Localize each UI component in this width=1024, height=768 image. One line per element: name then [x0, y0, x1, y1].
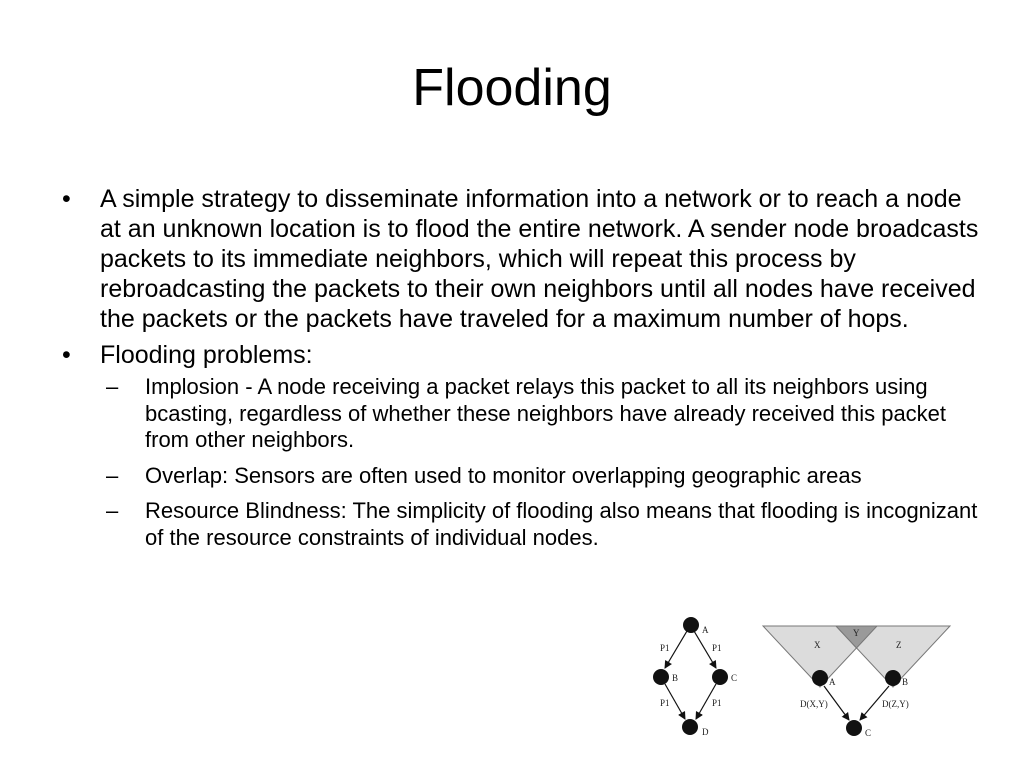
node-label-a: A — [702, 625, 709, 635]
node-c — [712, 669, 728, 685]
node-a — [683, 617, 699, 633]
sub-bullet-text: Implosion - A node receiving a packet relays this packet to all its neighbors using bcasting, regardless of whether these neighbors have already received this packet from other neighbors. — [145, 374, 947, 452]
sub-bullet-text: Overlap: Sensors are often used to monitor overlapping geographic areas — [145, 462, 862, 488]
node-label-b2: B — [902, 677, 909, 687]
region-label-z: Z — [896, 640, 902, 650]
node-b — [653, 669, 669, 685]
overlap-diagram — [763, 626, 950, 738]
bullet-text: Flooding problems: — [100, 341, 313, 369]
node-c2 — [846, 720, 862, 736]
node-label-c2: C — [865, 728, 872, 738]
region-label-y: Y — [853, 628, 860, 638]
sub-bullet-item — [106, 498, 982, 551]
edge-label-ab: P1 — [660, 643, 670, 653]
slide-title: Flooding — [412, 59, 612, 117]
sub-bullet-list — [100, 374, 982, 551]
bullet-text: A simple strategy to disseminate information into a network or to reach a node at an unknown location is to flood the entire network. A sender node broadcasts packets to its immediate neighbors, which will repeat this process by rebroadcasting the packets to their own neighbors until all nodes have received the packets or the packets have traveled for a maximum number of hops. — [100, 185, 979, 333]
bullet-marker: • — [62, 185, 71, 213]
node-a2 — [812, 670, 828, 686]
node-d — [682, 719, 698, 735]
bullet-list — [62, 184, 982, 560]
sub-bullet-item — [106, 374, 982, 454]
node-label-b: B — [672, 673, 679, 683]
node-b2 — [885, 670, 901, 686]
region-label-x: X — [814, 640, 821, 650]
node-label-a2: A — [829, 677, 836, 687]
node-label-d: D — [702, 727, 709, 737]
dash-marker: – — [106, 374, 119, 399]
flooding-diagram — [636, 614, 966, 744]
sub-bullet-item — [106, 463, 982, 490]
edge-label-cd: P1 — [712, 698, 722, 708]
bullet-item — [62, 340, 982, 551]
implosion-diagram — [653, 617, 737, 737]
edge-label-bd: P1 — [660, 698, 670, 708]
sub-bullet-text: Resource Blindness: The simplicity of flooding also means that flooding is incognizant of the resource constraints of individual nodes. — [145, 498, 978, 550]
edge-label-b-c: D(Z,Y) — [882, 699, 909, 709]
edge-a-c2 — [824, 686, 849, 720]
edge-label-ac: P1 — [712, 643, 722, 653]
edge-label-a-c: D(X,Y) — [800, 699, 828, 709]
bullet-item — [62, 184, 982, 334]
dash-marker: – — [106, 498, 119, 523]
bullet-marker: • — [62, 341, 71, 369]
node-label-c: C — [731, 673, 738, 683]
dash-marker: – — [106, 462, 119, 488]
